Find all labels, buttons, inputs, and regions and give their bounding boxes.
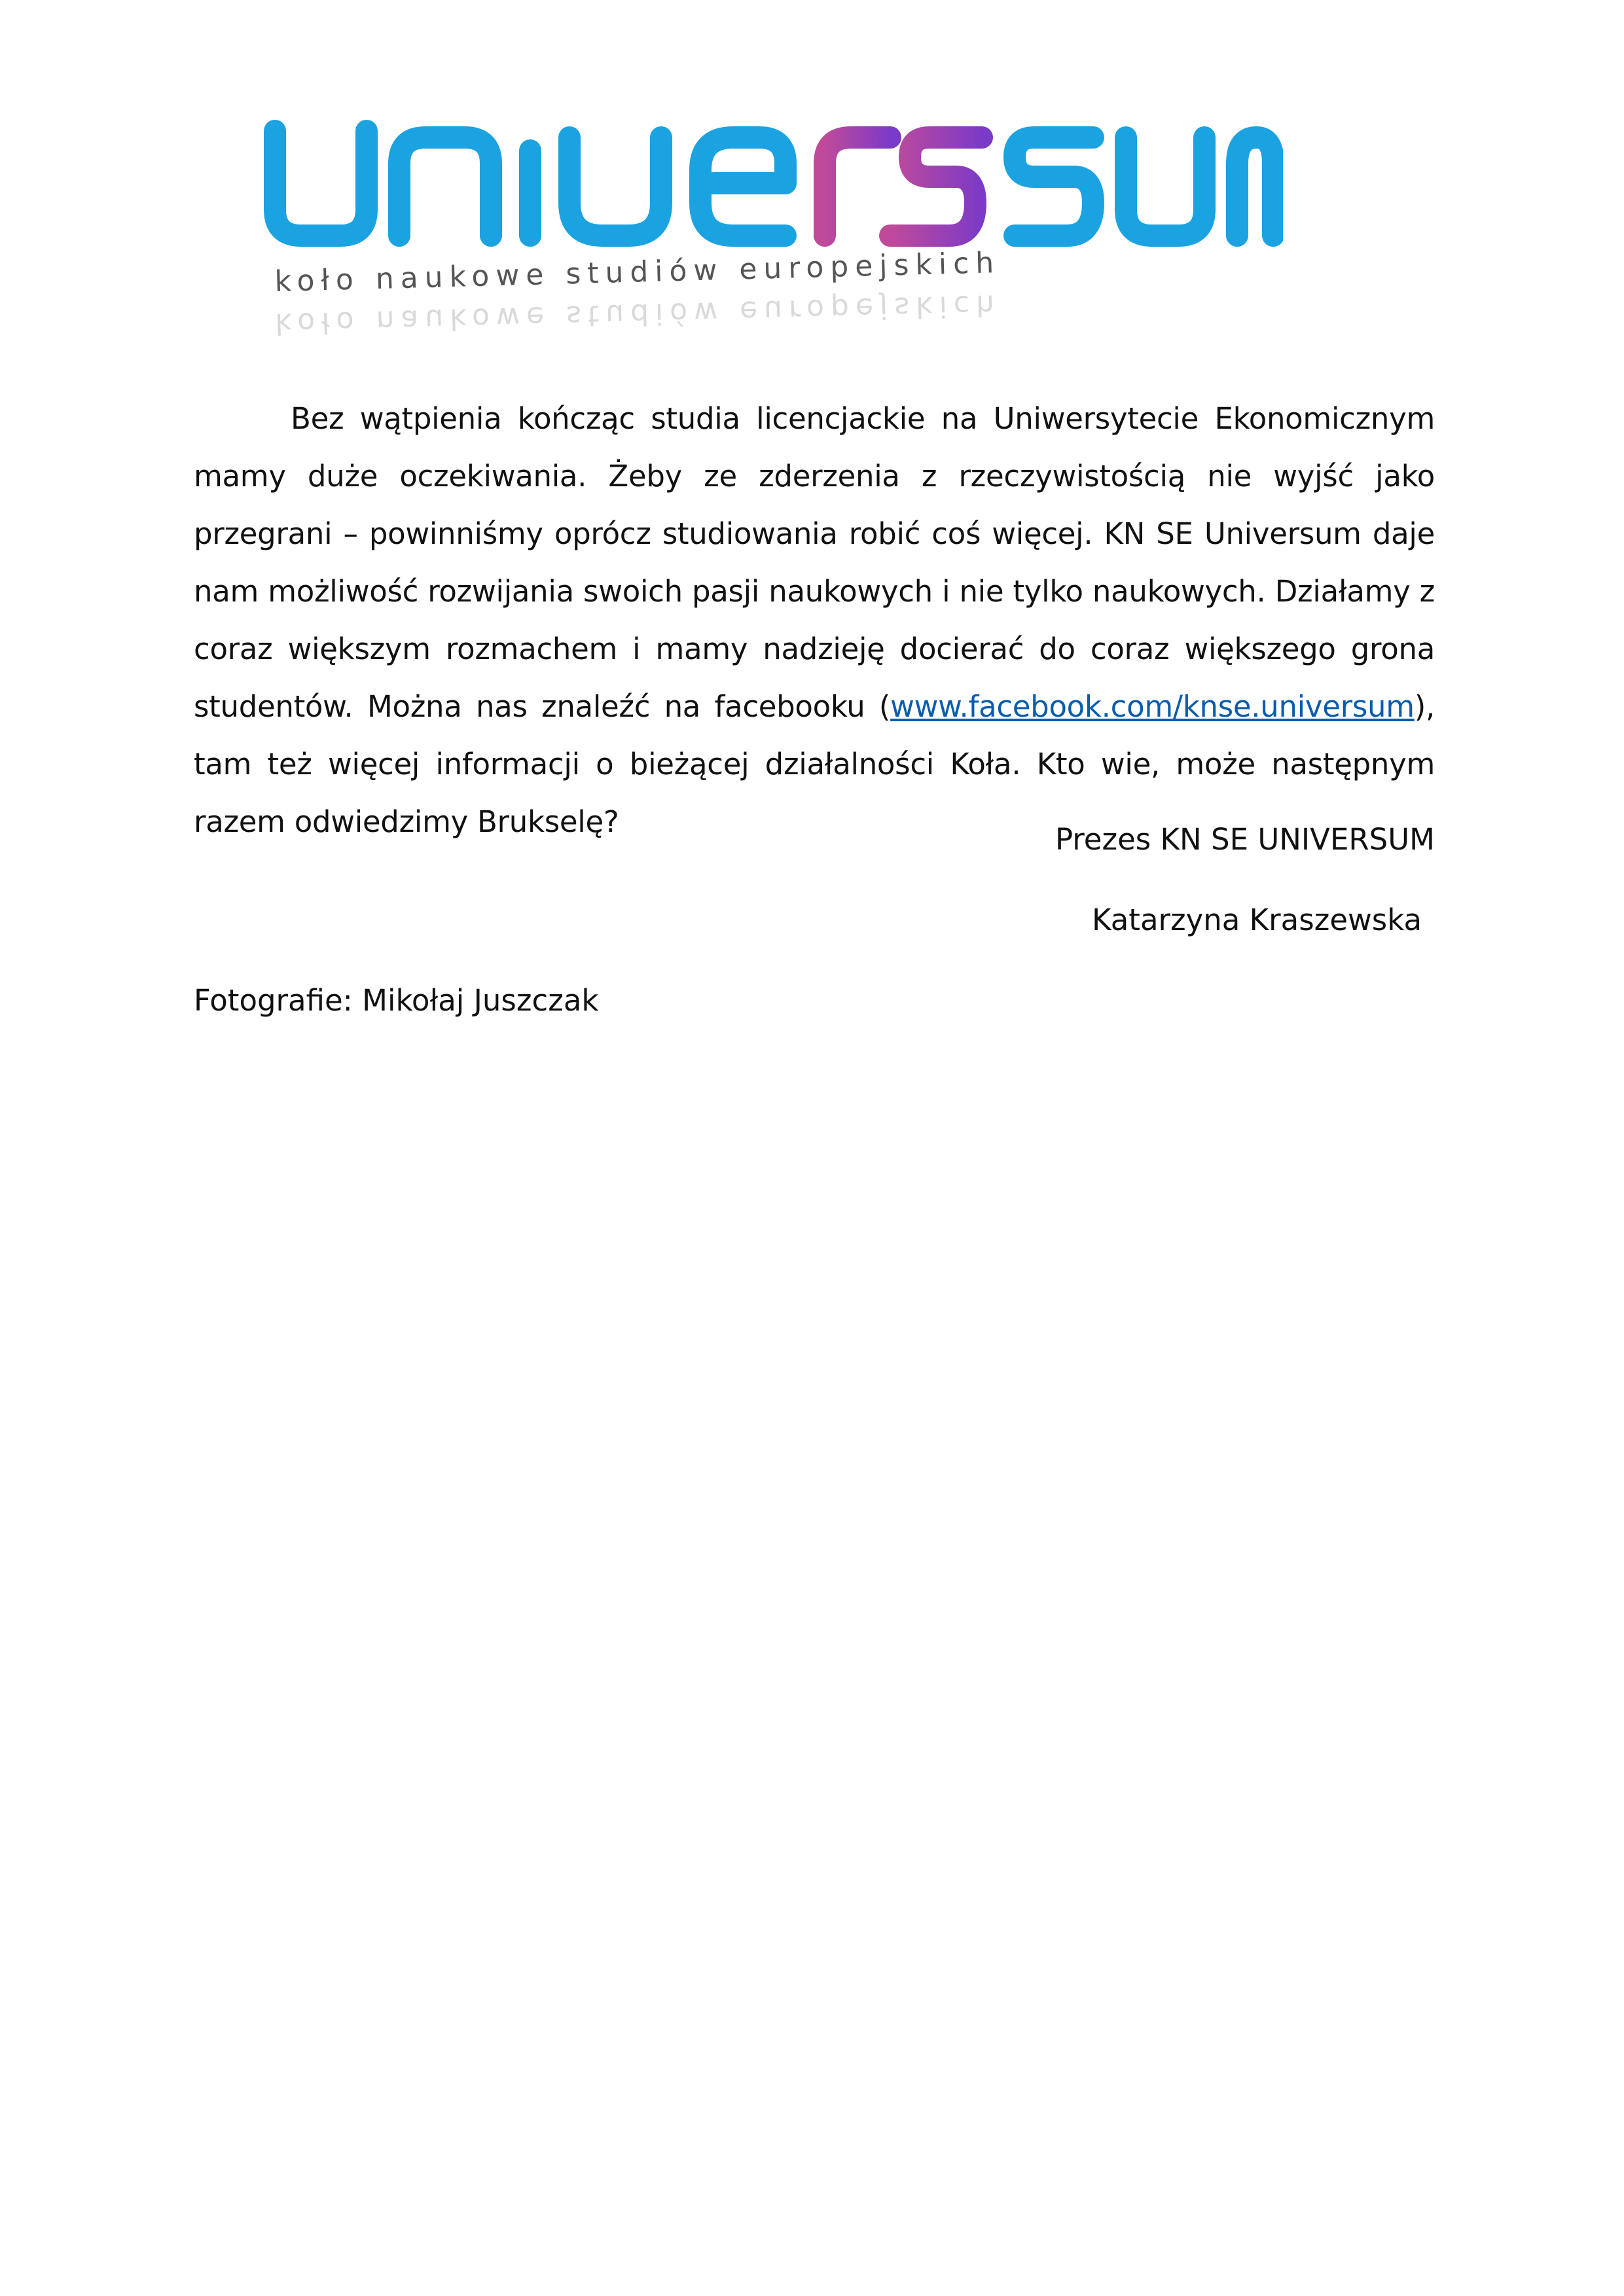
logo-letters	[275, 131, 1273, 236]
signature-role: Prezes KN SE UNIVERSUM	[1055, 822, 1435, 857]
universum-logo	[262, 111, 1283, 393]
article-paragraph	[194, 390, 1435, 851]
paragraph-text-start: Bez wątpienia kończąc studia licencjackie na Uniwersytecie Ekonomicznym mamy duże oczekiwania. Żeby ze zderzenia z rzeczywistością nie wyjść jako przegrani – powinniśmy oprócz studiowania robić coś więcej. KN SE Universum daje nam możliwość rozwijania swoich pasji naukowych i nie tylko naukowych. Działamy z coraz większym rozmachem i mamy nadzieję docierać do coraz większego grona studentów. Można nas znaleźć na facebooku (	[194, 401, 1435, 724]
facebook-link[interactable]: www.facebook.com/knse.universum	[890, 689, 1415, 724]
logo-tagline-reflection	[275, 288, 1001, 340]
paragraph-text-end: ), tam też więcej informacji o bieżącej działalności Koła. Kto wie, może następnym razem odwiedzimy Brukselę?	[194, 689, 1435, 839]
photo-credit: Fotografie: Mikołaj Juszczak	[194, 983, 599, 1018]
svg-text:koło naukowe studiów europejsk: koło naukowe studiów europejskich	[274, 287, 1001, 340]
logo-accent-letters	[825, 137, 982, 236]
logo-graphic	[262, 111, 1283, 393]
logo-tagline: koło naukowe studiów europejskich	[274, 245, 1001, 298]
signature-name: Katarzyna Kraszewska	[1092, 903, 1422, 937]
